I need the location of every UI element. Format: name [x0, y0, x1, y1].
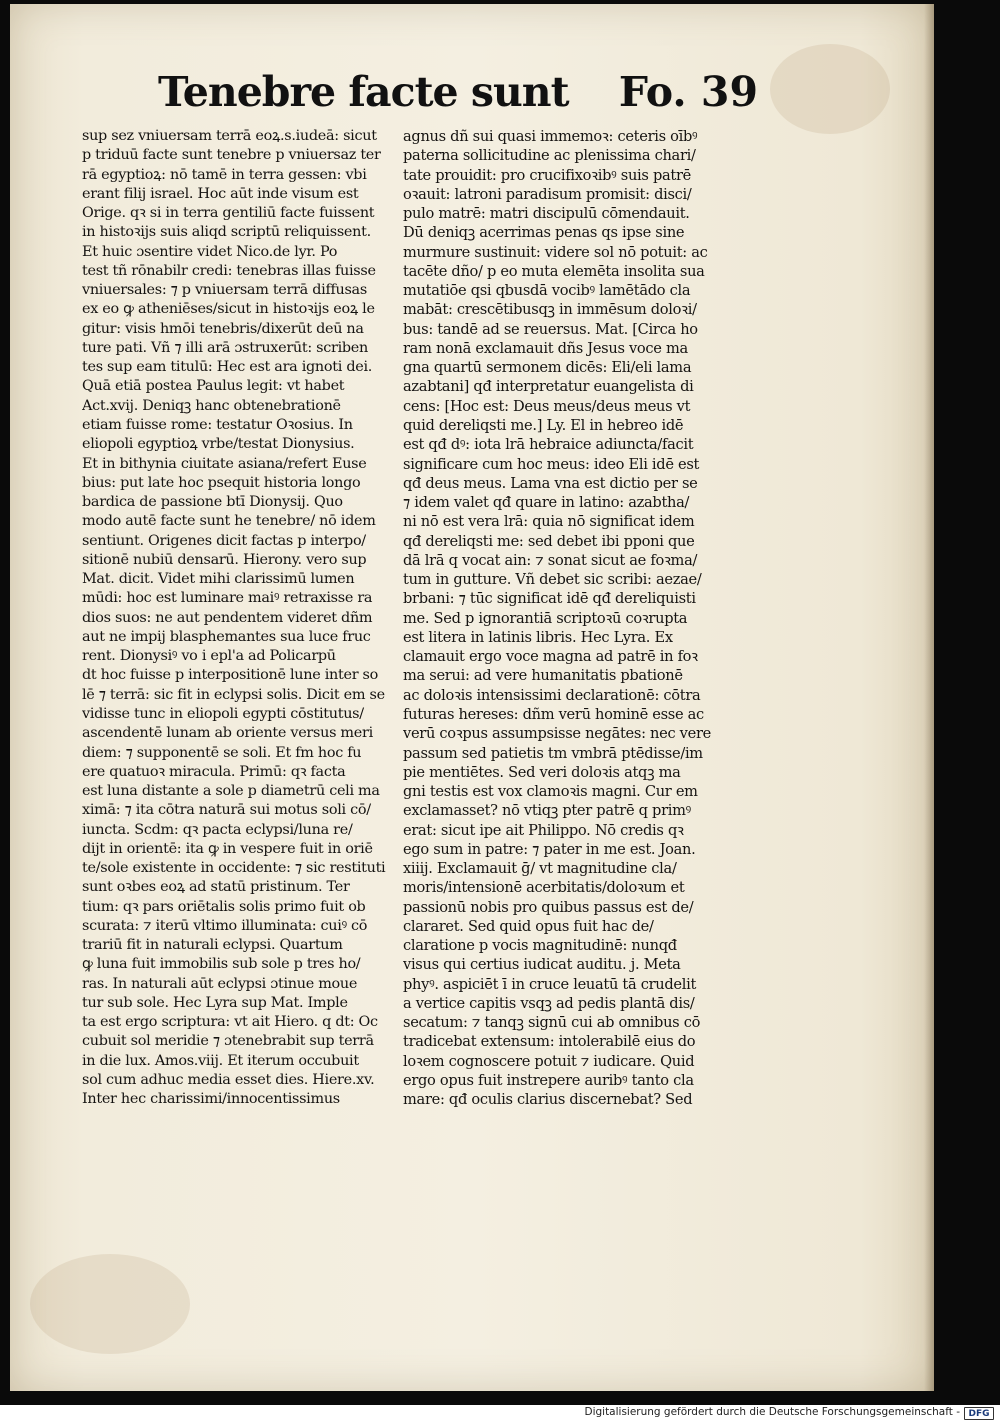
text-line: bius: put late hoc psequit historia longo: [82, 474, 361, 491]
text-line: clamauit ergo voce magna ad patrē in foꝛ: [403, 648, 698, 666]
text-line: ergo opus fuit instrepere auribꝰ tanto cla: [403, 1072, 694, 1090]
text-line: qđ dereliqsti me: sed debet ibi pponi que: [403, 532, 695, 550]
text-line: tum in gutture. Vñ debet sic scribi: aezae/: [403, 571, 702, 589]
text-line: loꝛem cognoscere potuit ⁊ iudicare. Quid: [403, 1052, 695, 1070]
text-line: trariū fit in naturali eclypsi. Quartum: [82, 937, 343, 954]
text-line: Et in bithynia ciuitate asiana/refert Euse: [82, 455, 367, 472]
text-line: aut ne impij blasphemantes sua luce fruc: [82, 628, 371, 645]
text-line: est luna distante a sole p diametrū celi ma: [82, 783, 380, 800]
text-line: visus qui certius iudicat auditu. j. Meta: [403, 956, 681, 974]
text-line: murmure sustinuit: videre sol nō potuit: ac: [403, 243, 708, 261]
text-line: Orige. qꝛ si in terra gentiliū facte fuissent: [82, 205, 375, 222]
text-line: modo autē facte sunt he tenebre/ nō idem: [82, 513, 376, 530]
text-line: te/sole existente in occidente: ⁊ sic restituti: [82, 860, 386, 877]
text-line: p triduū facte sunt tenebre p vniuersaz ter: [82, 147, 381, 164]
text-line: ram nonā exclamauit dñs Jesus voce ma: [403, 339, 688, 357]
text-line: est qđ dꝰ: iota lrā hebraice adiuncta/facit: [403, 436, 694, 454]
text-line: tradicebat extensum: intolerabilē eius do: [403, 1033, 696, 1051]
text-line: claratione p vocis magnitudinē: nunqđ: [403, 937, 677, 955]
footer-credit: Digitalisierung gefördert durch die Deutsche Forschungsgemeinschaft -: [584, 1406, 960, 1418]
text-line: lē ⁊ terrā: sic fit in eclypsi solis. Dicit em se: [82, 686, 385, 703]
text-line: bus: tandē ad se reuersus. Mat. [Circa ho: [403, 320, 698, 338]
text-line: oꝛauit: latroni paradisum promisit: disci/: [403, 185, 692, 203]
text-line: mūdi: hoc est luminare maiꝰ retraxisse ra: [82, 590, 373, 607]
text-line: vidisse tunc in eliopoli egypti cōstitutus/: [82, 705, 364, 722]
text-line: Et huic ɔsentire videt Nico.de lyr. Po: [82, 243, 338, 260]
text-line: exclamasset? nō vtiqꝫ pter patrē q primꝰ: [403, 802, 691, 820]
text-line: secatum: ⁊ tanqꝫ signū cui ab omnibus cō: [403, 1014, 701, 1032]
text-line: diem: ⁊ supponentē se soli. Et fm hoc fu: [82, 744, 362, 761]
text-line: dijt in orientē: ita ꝙ in vespere fuit in oriē: [82, 840, 373, 857]
text-column-left: [82, 127, 402, 1110]
text-line: rā egyptioꝝ: nō tamē in terra gessen: vbi: [82, 166, 367, 183]
text-line: mabāt: crescētibusqꝫ in immēsum doloꝛi/: [403, 301, 697, 319]
text-line: clararet. Sed quid opus fuit hac de/: [403, 917, 654, 935]
text-line: tur sub sole. Hec Lyra sup Mat. Imple: [82, 994, 348, 1011]
text-line: passionū nobis pro quibus passus est de/: [403, 898, 694, 916]
text-line: sol cum adhuc media esset dies. Hiere.xv.: [82, 1072, 375, 1089]
text-line: quid dereliqsti me.] Ly. El in hebreo idē: [403, 416, 684, 434]
text-line: Inter hec charissimi/innocentissimus: [82, 1091, 340, 1108]
text-line: Quā etiā postea Paulus legit: vt habet: [82, 378, 345, 395]
text-line: vniuersales: ⁊ p vniuersam terrā diffusas: [82, 282, 367, 299]
text-line: verū coꝛpus assumpsisse negātes: nec vere: [403, 725, 711, 743]
text-line: tes sup eam titulū: Hec est ara ignoti dei.: [82, 359, 373, 376]
text-line: dios suos: ne aut pendentem videret dñm: [82, 609, 373, 626]
text-line: sunt oꝛbes eoꝝ ad statū pristinum. Ter: [82, 879, 350, 896]
text-line: ascendentē lunam ab oriente versus meri: [82, 725, 373, 742]
folio-number: Fo. 39: [618, 68, 758, 116]
text-line: sitionē nubiū densarū. Hierony. vero sup: [82, 551, 367, 568]
running-head: [158, 68, 758, 128]
text-line: dā lrā q vocat ain: ⁊ sonat sicut ae foꝛma/: [403, 551, 698, 569]
text-line: tate prouidit: pro crucifixoꝛibꝰ suis patrē: [403, 166, 691, 184]
text-line: Act.xvij. Deniqꝫ hanc obtenebrationē: [82, 397, 341, 414]
text-line: Mat. dicit. Videt mihi clarissimū lumen: [82, 571, 355, 588]
text-line: mutatiōe qsi qbusdā vocibꝰ lamētādo cla: [403, 282, 691, 300]
text-line: paterna sollicitudine ac plenissima chari/: [403, 147, 696, 165]
text-line: in histoꝛijs suis aliqd scriptū reliquissent.: [82, 224, 371, 241]
text-line: agnus dñ sui quasi immemoꝛ: ceteris oībꝰ: [403, 128, 698, 145]
text-line: a vertice capitis vsqꝫ ad pedis plantā dis/: [403, 994, 695, 1012]
text-line: pulo matrē: matri discipulū cōmendauit.: [403, 205, 690, 223]
text-line: ni nō est vera lrā: quia nō significat idem: [403, 513, 695, 531]
digitization-footer: [0, 1405, 1000, 1423]
text-line: rent. Dionysiꝰ vo i epl'a ad Policarpū: [82, 648, 336, 665]
text-line: ximā: ⁊ ita cōtra naturā sui motus soli cō/: [82, 802, 371, 819]
running-title: Tenebre facte sunt: [158, 68, 569, 116]
text-line: gni testis est vox clamoꝛis magni. Cur em: [403, 783, 698, 801]
text-line: ꝙ luna fuit immobilis sub sole p tres ho/: [82, 956, 361, 973]
text-line: ere quatuoꝛ miracula. Primū: qꝛ facta: [82, 763, 346, 780]
text-line: est litera in latinis libris. Hec Lyra. Ex: [403, 628, 673, 646]
text-line: ego sum in patre: ⁊ pater in me est. Joan.: [403, 840, 696, 858]
text-line: pie mentiētes. Sed veri doloꝛis atqꝫ ma: [403, 763, 681, 781]
text-line: me. Sed p ignorantiā scriptoꝛū coꝛrupta: [403, 609, 688, 627]
text-line: cubuit sol meridie ⁊ ɔtenebrabit sup terrā: [82, 1033, 374, 1050]
text-line: etiam fuisse rome: testatur Oꝛosius. In: [82, 416, 353, 433]
text-line: Dū deniqꝫ acerrimas penas qs ipse sine: [403, 224, 685, 242]
text-line: passum sed patietis tm vmbrā ptēdisse/im: [403, 744, 703, 762]
text-line: ta est ergo scriptura: vt ait Hiero. q dt: Oc: [82, 1014, 378, 1031]
dfg-logo-icon: DFG: [964, 1407, 994, 1420]
text-line: ⁊ idem valet qđ quare in latino: azabtha/: [403, 494, 690, 512]
text-line: in die lux. Amos.viij. Et iterum occubuit: [82, 1052, 359, 1069]
paper-stain: [770, 44, 890, 134]
text-line: futuras hereses: dñm verū hominē esse ac: [403, 705, 704, 723]
text-line: ma serui: ad vere humanitatis pbationē: [403, 667, 683, 685]
text-line: tacēte dño/ p eo muta elemēta insolita sua: [403, 262, 705, 280]
text-line: azabtani] qđ interpretatur euangelista di: [403, 378, 694, 396]
text-line: sup sez vniuersam terrā eoꝝ.s.iudeā: sicut: [82, 128, 377, 144]
text-line: test tñ rōnabilr credi: tenebras illas fuisse: [82, 262, 376, 279]
text-line: cens: [Hoc est: Deus meus/deus meus vt: [403, 397, 691, 415]
text-line: moris/intensionē acerbitatis/doloꝛum et: [403, 879, 685, 897]
text-line: eliopoli egyptioꝝ vrbe/testat Dionysius.: [82, 436, 355, 453]
paper-stain: [30, 1254, 190, 1354]
text-line: ac doloꝛis intensissimi declarationē: cōtra: [403, 686, 701, 704]
text-line: dt hoc fuisse p interpositionē lune inter so: [82, 667, 379, 684]
text-line: erat: sicut ipe ait Philippo. Nō credis qꝛ: [403, 821, 684, 839]
text-line: ras. In naturali aūt eclypsi ɔtinue moue: [82, 975, 358, 992]
text-line: bardica de passione btī Dionysij. Quo: [82, 494, 343, 511]
text-line: ture pati. Vñ ⁊ illi arā ɔstruxerūt: scriben: [82, 339, 368, 356]
text-line: tium: qꝛ pars oriētalis solis primo fuit ob: [82, 898, 366, 915]
text-line: xiiij. Exclamauit ḡ/ vt magnitudine cla/: [403, 860, 677, 878]
text-line: ex eo ꝙ atheniēses/sicut in histoꝛijs eoꝝ le: [82, 301, 375, 318]
page-edge-shadow: [924, 4, 934, 1391]
text-line: gna quartū sermonem dicēs: Eli/eli lama: [403, 359, 692, 377]
text-line: brbani: ⁊ tūc significat idē qđ dereliquisti: [403, 590, 696, 608]
text-column-right: [403, 127, 767, 1110]
text-line: qđ deus meus. Lama vna est dictio per se: [403, 474, 698, 492]
text-line: scurata: ⁊ iterū vltimo illuminata: cuiꝰ cō: [82, 917, 368, 934]
text-line: erant filij israel. Hoc aūt inde visum est: [82, 185, 359, 202]
text-line: gitur: visis hmōi tenebris/dixerūt deū na: [82, 320, 364, 337]
text-line: phyꝰ. aspiciēt ī in cruce leuatū tā crudelit: [403, 975, 697, 993]
text-line: iuncta. Scdm: qꝛ pacta eclypsi/luna re/: [82, 821, 353, 838]
text-line: mare: qđ oculis clarius discernebat? Sed: [403, 1091, 693, 1109]
text-line: significare cum hoc meus: ideo Eli idē est: [403, 455, 700, 473]
text-line: sentiunt. Origenes dicit factas p interpo/: [82, 532, 366, 549]
